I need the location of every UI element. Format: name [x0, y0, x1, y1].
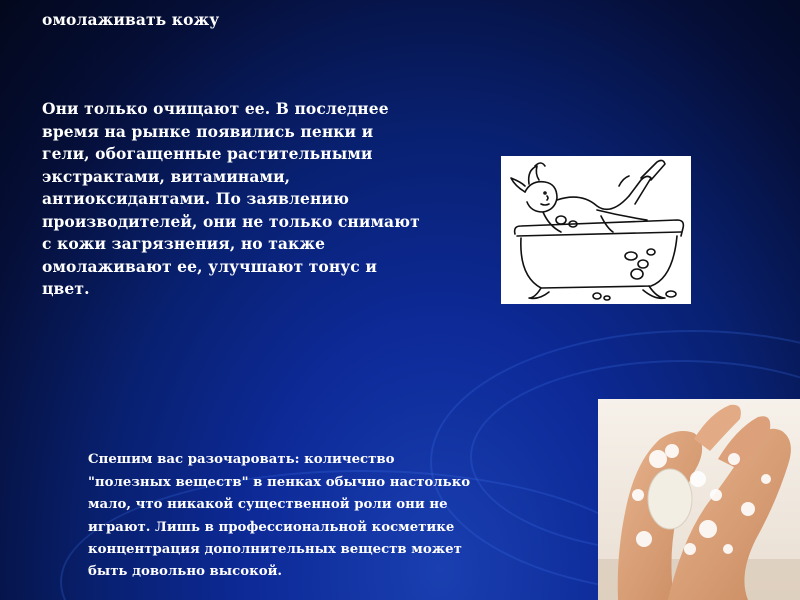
soapy-hands-photo — [598, 399, 800, 600]
bottom-paragraph: Спешим вас разочаровать: количество "полезных веществ" в пенках обычно настолько мало, что никакой существенной роли они не играют. Лишь в профессиональной косметике концентрация дополнительных веществ может быть довольно высокой. — [88, 452, 471, 580]
top-paragraph: Они только очищают ее. В последнее время на рынке появились пенки и гели, обогащенные растительными экстрактами, витаминами, антиоксидантами. По заявлению производителей, они не только снимают с кожи загрязнения, но также омолаживают ее, улучшают тонус и цвет. — [42, 99, 420, 298]
heading-tail: омолаживать кожу — [42, 9, 220, 29]
bottom-text-block — [88, 427, 548, 600]
bathtub-illustration — [501, 156, 691, 304]
hands-drawing — [598, 399, 800, 600]
top-text-block — [42, 0, 462, 323]
bathtub-drawing — [501, 156, 691, 304]
